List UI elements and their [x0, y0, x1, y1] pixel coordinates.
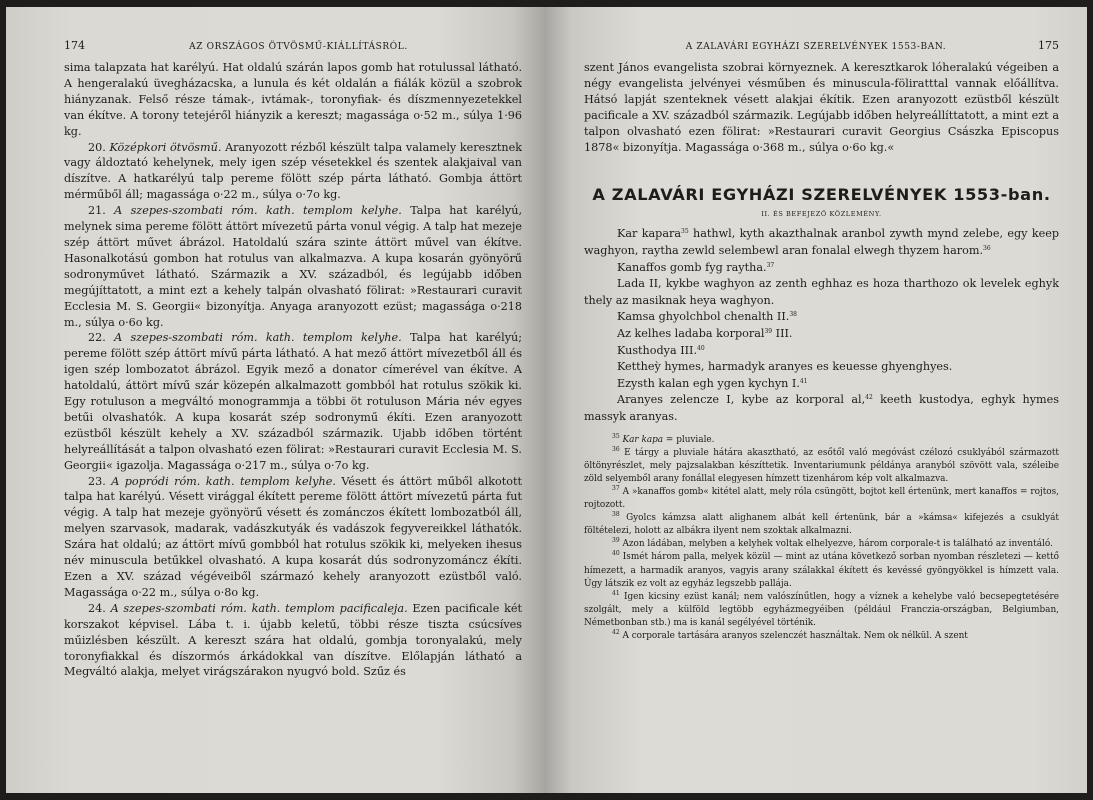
footnote-ref: 41 [799, 377, 808, 385]
paragraph [64, 601, 522, 681]
inventory-line-text: Kettheỳ hymes, harmadyk aranyes es keuesse ghyenghyes. [617, 360, 953, 374]
footnotes [584, 434, 1059, 644]
footnote [584, 512, 1059, 538]
paragraph-text: Aranyozott rézből készült talpa valamely keresztnek vagy áldoztató kehelynek, mely igen szép vésetekkel és szentek alakjaival van díszítve. A hatkarélyú talp pereme fölött szép párta látható. Gombja áttört mérműből áll; magassága o·22 m., súlya o·7o kg. [64, 140, 522, 202]
left-page [6, 7, 544, 793]
paragraph [64, 60, 522, 140]
inventory-line [584, 343, 1059, 360]
footnote [584, 551, 1059, 590]
footnote-text: A corporale tartására aranyos szelenczét használtak. Nem ok nélkül. A szent [622, 630, 968, 641]
footnote-text: E tárgy a pluviale hátára akasztható, az esőtől való megóvást czélozó csuklyából származott öltönyrészlet, mely pajzsalakban készíttetik. Inventariumunk példánya aranyból szövött vala, széleibe zöld selyemből arany fonállal elegyesen hímzett tizenhárom kép volt alkalmazva. [584, 447, 1059, 484]
left-running-head [64, 39, 522, 52]
footnote-ref: 42 [865, 394, 873, 402]
inventory-line [584, 260, 1059, 277]
item-title: A szepes-szombati róm. kath. templom kelyhe. [114, 204, 402, 218]
left-running-head-title: AZ ORSZÁGOS ÖTVÖSMŰ-KIÁLLÍTÁSRÓL. [189, 42, 408, 52]
inventory-line-text: Kamsa ghyolchbol chenalth II. [617, 310, 790, 324]
footnote-text: Gyolcs kámzsa alatt alighanem albát kell értenünk, bár a »kámsa« kifejezés a csuklyát föltételezi, holott az albákra ilyent nem szoktak alkalmazni. [584, 513, 1060, 537]
inventory-line-rest: keeth kustodya, eghyk hymes massyk aranyas. [584, 393, 1059, 423]
right-running-head [584, 39, 1059, 52]
footnote-ref: 37 [766, 261, 775, 269]
article-subtitle: II. ÉS BEFEJEZŐ KÖZLEMÉNY. [761, 210, 882, 219]
right-body-text [584, 60, 1059, 155]
footnote-number: 41 [612, 589, 620, 597]
footnote-ref: 39 [764, 328, 773, 335]
article-title: A ZALAVÁRI EGYHÁZI SZERELVÉNYEK 1553-ban. [592, 185, 1051, 205]
inventory-line [584, 309, 1059, 326]
footnote-number: 37 [612, 484, 620, 492]
footnote-number: 40 [612, 550, 620, 558]
footnote-ref: 36 [983, 245, 991, 253]
inventory-line-text: Ezysth kalan egh ygen kychyn I. [617, 376, 800, 390]
inventory-text [584, 226, 1059, 425]
paragraph-text: Ezen pacificale két korszakot képvisel. Lába t. i. újabb keletű, többi része tiszta csúcsíves műizlésben készült. A kereszt szára hat oldalú, gombja toronyalakú, mely toronyfiakkal és díszormós árkádokkal van díszítve. Előlapján látható a Megváltó alakja, melyet virágszárakon nyugvó bold. Szűz és [64, 601, 522, 679]
footnote-ref: 38 [789, 311, 797, 319]
footnote-ref: 40 [697, 344, 705, 352]
paragraph [64, 140, 522, 204]
inventory-line-text: Aranyes zelencze I, kybe az korporal al, [617, 393, 866, 407]
footnote [584, 447, 1059, 486]
inventory-line [584, 226, 1059, 259]
inventory-line [584, 359, 1059, 376]
item-number: 23. [88, 474, 112, 488]
inventory-line [584, 326, 1059, 343]
footnote [584, 486, 1059, 512]
item-title: A szepes-szombati róm. kath. templom pacificaleja. [110, 601, 408, 615]
footnote [584, 538, 1059, 551]
item-title: Középkori ötvösmű. [109, 140, 222, 154]
item-title: A popródi róm. kath. templom kelyhe. [111, 474, 336, 488]
footnote-number: 36 [612, 445, 620, 453]
right-page-number: 175 [1037, 39, 1059, 52]
right-page [544, 7, 1087, 793]
inventory-line-text: Kar kapara [617, 227, 682, 241]
footnote-text: = pluviale. [663, 434, 715, 445]
paragraph-text: szent János evangelista szobrai környeznek. A keresztkarok lóheralakú végeiben a négy evangelista jelvényei vésműben és minuscula-föliratttal vannak előállítva. Hátsó lapját szenteknek vésett alakjai ékítik. Ezen aranyozott ezüstből készült pacificale a XV. századból származik. Legújabb időben helyreállíttatott, a mint ezt a talpon olvasható ezen fölirat: »Restaurari curavit Georgius Császka Episcopus 1878« bizonyítja. Magassága o·368 m., súlya o·6o kg.« [584, 61, 1059, 154]
footnote-number: 35 [612, 432, 620, 440]
footnote [584, 434, 1059, 447]
inventory-line-rest: III. [772, 327, 793, 340]
inventory-line-text: Az kelhes ladaba korporal [617, 327, 765, 340]
item-number: 22. [88, 331, 115, 345]
paragraph [64, 330, 522, 473]
paragraph-text: Talpa hat karélyú, melynek sima pereme fölött áttört mívezetű párta vonul végig. A talp hat mezeje szép áttört művet ábrázol. Hatoldalú szára szinte áttört művel van ékítve. Hasonalkotású gombon hat rotulus van alkalmazva. A kupa kosarán gyönyörű sodronyművet látható. Származik a XV. századból, és legújabb időben megújíttatott, a mint ezt a kehely talpán olvasható fölirat: »Restaurari curavit Ecclesia M. S. Georgii« bizonyítja. Anyaga aranyozott ezüst; magassága o·218 m., súlya o·6o kg. [64, 204, 522, 329]
inventory-line-text: Lada II, kykbe waghyon az zenth eghhaz es hoza tharthozo ok levelek eghyk thely az masiknak heya waghyon. [584, 277, 1059, 307]
item-number: 24. [88, 601, 111, 615]
inventory-line [584, 376, 1059, 393]
footnote-ref: 35 [681, 228, 689, 236]
paragraph-text: Vésett és áttört műből alkotott talpa hat karélyú. Vésett virággal ékített pereme fölött áttört mívezetű párta fut végig. A talp hat mezeje gyönyörű vésett és zománczos ékített lombozatból áll, melyen szarvasok, madarak, vadászkutyák és vadászok fegyvereikkel láthatók. Szára hat oldalú; az áttört mívű gombból hat rotulus szökik ki, melyeken ihesus név minuscula betűkkel olvasható. A kupa kosarát dús sodronyzománcz ékíti. Ezen a XV. század végéveiből származó kehely aranyozott ezüstből való. Magassága o·22 m., súlya o·8o kg. [64, 474, 522, 599]
footnote-text: Azon ládában, melyben a kelyhek voltak elhelyezve, három corporale-t is található az inventáló. [622, 539, 1053, 550]
paragraph-text: sima talapzata hat karélyú. Hat oldalú szárán lapos gomb hat rotulussal látható. A hengeralakú üvegházacska, a lunula és két oldalán a fiálák közül a szobrok hiányzanak. Felső része támak-, ivtámak-, toronyfiak- és díszmennyezetekkel van ékítve. A torony tetejéről hiányzik a kereszt; magassága o·52 m., súlya 1·96 kg. [64, 61, 522, 138]
footnote-separator [584, 426, 1059, 434]
right-running-head-title: A ZALAVÁRI EGYHÁZI SZERELVÉNYEK 1553-BAN. [685, 42, 947, 52]
inventory-line [584, 392, 1059, 425]
item-number: 20. [88, 140, 110, 154]
footnote-text: Igen kicsiny ezüst kanál; nem valószínűtlen, hogy a víznek a kehelybe való becsepegtetésére szolgált, mely a külföld legtöbb egyházmegyéiben (például Franczia-országban, Belgiumban, Németbonban stb.) ma is kanál segélyével történik. [584, 591, 1060, 628]
inventory-line-text: Kusthodya III. [617, 343, 698, 357]
footnote-number: 38 [612, 511, 620, 519]
footnote-text: Ismét három palla, melyek közül — mint az utána következő sorban nyomban részletezi — kettő hímezett, a harmadik aranyos, vagyis arany szálakkal ékített és kevéssé gyöngyökkel is hímzett vala. Úgy látszik ez volt az egyház legszebb pallája. [584, 552, 1059, 589]
paragraph [64, 203, 522, 330]
paragraph-text: Talpa hat karélyú; pereme fölött szép áttört mívű párta látható. A hat mező áttört mívezetből áll és igen szép lombozatot ábrázol. Egyik mező a donator címerével van ékítve. A hatoldalú, áttört mívű szár közepén alkalmazott gombból hat rotulus szökik ki. Egy rotuluson a megváltó monogrammja a többi öt rotuluson Mária név egyes betűi olvashatók. A kupa kosarát szép sodronymű ékíti. Ezen aranyozott ezüstből készült kehely a XV. századból származik. Ujabb időben történt helyreállítását a talpon olvasható ezen fölirat: »Restaurari curavit Ecclesia M. S. Georgii« igazolja. Magassága o·217 m., súlya o·7o kg. [64, 331, 522, 472]
footnote-number: 42 [612, 628, 620, 636]
inventory-line-rest: hathwl, kyth akazthalnak aranbol zywth mynd zelebe, egy keep waghyon, raytha zewld selembewl aran fonalal elwegh thyzem harom. [584, 227, 1060, 258]
footnote [584, 630, 1059, 643]
footnote-number: 39 [612, 537, 620, 545]
item-number: 21. [88, 204, 115, 218]
inventory-line [584, 276, 1059, 309]
inventory-line-text: Kanaffos gomb fyg raytha. [617, 260, 767, 274]
item-title: A szepes-szombati róm. kath. templom kelyhe. [114, 331, 402, 345]
left-page-number: 174 [64, 39, 85, 52]
footnote-lead: Kar kapa [622, 434, 664, 445]
left-body-text [64, 60, 522, 680]
footnote-text: A »kanaffos gomb« kitétel alatt, mely róla csüngött, bojtot kell értenünk, mert kanaffos = rojtos, rojtozott. [584, 486, 1059, 511]
paragraph [584, 60, 1059, 155]
paragraph [64, 474, 522, 601]
footnote [584, 591, 1059, 630]
